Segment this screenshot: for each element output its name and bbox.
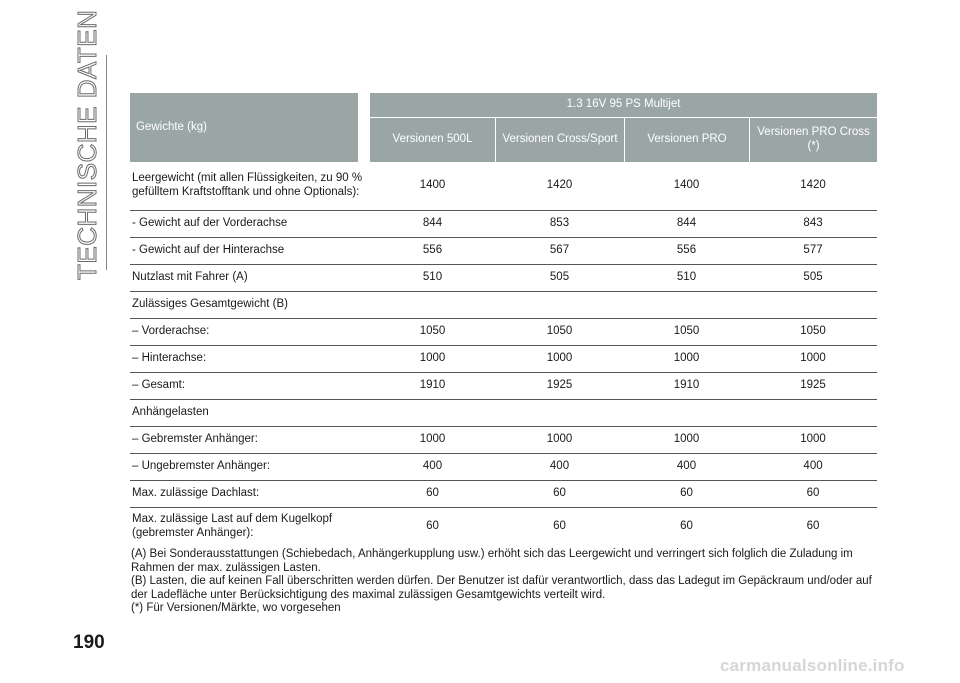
cell-value: 400 — [624, 454, 749, 481]
footnote: (*) Für Versionen/Märkte, wo vorgesehen — [131, 602, 341, 615]
column-header: Versionen 500L — [370, 118, 495, 162]
cell-value: 1000 — [624, 427, 749, 454]
column-header: Versionen Cross/Sport — [495, 118, 624, 162]
row-label: Leergewicht (mit allen Flüssigkeiten, zu 90 % gefülltem Kraftstofftank und ohne Optionals): — [130, 162, 370, 211]
cell-value: 60 — [749, 481, 877, 508]
cell-value: 853 — [495, 211, 624, 238]
cell-value: 1420 — [749, 162, 877, 211]
cell-value: 60 — [680, 519, 693, 532]
cell-value: 1050 — [370, 319, 495, 346]
column-header: Versionen PRO — [624, 118, 749, 162]
cell-value: 1000 — [495, 427, 624, 454]
cell-value: 577 — [749, 238, 877, 265]
cell-value: 1910 — [370, 373, 495, 400]
cell-value: 1400 — [370, 162, 495, 211]
row-label: Anhängelasten — [130, 400, 370, 427]
section-divider — [106, 55, 107, 270]
engine-group-header: 1.3 16V 95 PS Multijet — [370, 93, 877, 118]
footnote: (B) Lasten, die auf keinen Fall überschritten werden dürfen. Der Benutzer ist dafür verantwortlich, dass das Ladegut im Gepäckraum und/oder auf der Ladefläche unter Berücksichtigung des maximal zulässigen Gesamtgewichts verteilt wird. — [131, 575, 872, 601]
cell-value: 1000 — [370, 346, 495, 373]
cell-value: 60 — [370, 481, 495, 508]
cell-value: 60 — [553, 519, 566, 532]
cell-value: 1000 — [624, 346, 749, 373]
weights-table — [130, 93, 877, 545]
footnotes — [131, 548, 881, 616]
cell-value — [624, 400, 749, 427]
cell-value: 1925 — [495, 373, 624, 400]
table-row — [130, 238, 877, 265]
cell-value — [749, 292, 877, 319]
cell-value: 510 — [370, 265, 495, 292]
table-row — [130, 427, 877, 454]
row-label: – Hinterachse: — [130, 346, 370, 373]
cell-value: 844 — [370, 211, 495, 238]
row-label: Zulässiges Gesamtgewicht (B) — [130, 292, 370, 319]
row-label: – Vorderachse: — [130, 319, 370, 346]
table-row — [130, 508, 877, 545]
table-row — [130, 162, 877, 211]
cell-value: 1400 — [624, 162, 749, 211]
footnote: (A) Bei Sonderausstattungen (Schiebedach, Anhängerkupplung usw.) erhöht sich das Leergewicht und verringert sich folglich die Zuladung im Rahmen der max. zulässigen Lasten. — [131, 548, 853, 574]
table-row — [130, 481, 877, 508]
watermark: carmanualsonline.info — [720, 656, 905, 675]
cell-value: 505 — [749, 265, 877, 292]
table-row — [130, 292, 877, 319]
cell-value: 567 — [495, 238, 624, 265]
cell-value: 1000 — [749, 346, 877, 373]
row-label: Nutzlast mit Fahrer (A) — [130, 265, 370, 292]
cell-value: 400 — [370, 454, 495, 481]
cell-value: 505 — [495, 265, 624, 292]
table-row — [130, 373, 877, 400]
row-label: - Gewicht auf der Hinterachse — [130, 238, 370, 265]
cell-value: 1050 — [624, 319, 749, 346]
row-label: – Ungebremster Anhänger: — [130, 454, 370, 481]
cell-value: 556 — [624, 238, 749, 265]
column-header: Versionen PRO Cross (*) — [749, 118, 877, 162]
cell-value — [749, 400, 877, 427]
cell-value: 60 — [495, 481, 624, 508]
cell-value: 60 — [426, 519, 439, 532]
cell-value: 400 — [749, 454, 877, 481]
cell-value: 1910 — [624, 373, 749, 400]
cell-value — [370, 400, 495, 427]
cell-value: 1420 — [495, 162, 624, 211]
cell-value: 510 — [624, 265, 749, 292]
cell-value: 1000 — [495, 346, 624, 373]
cell-value — [495, 400, 624, 427]
cell-value: 400 — [495, 454, 624, 481]
row-label: – Gesamt: — [130, 373, 370, 400]
cell-value: 1000 — [749, 427, 877, 454]
corner-header: Gewichte (kg) — [130, 93, 370, 162]
cell-value: 844 — [624, 211, 749, 238]
table-row — [130, 454, 877, 481]
table-row — [130, 319, 877, 346]
cell-value — [624, 292, 749, 319]
cell-value: 60 — [806, 519, 820, 532]
table-row — [130, 400, 877, 427]
cell-value: 1925 — [749, 373, 877, 400]
cell-value — [495, 292, 624, 319]
section-title: TECHNISCHE DATEN — [72, 9, 102, 280]
page-number: 190 — [73, 632, 105, 653]
row-label: Max. zulässige Last auf dem Kugelkopf (gebremster Anhänger): — [132, 512, 333, 539]
table-row — [130, 211, 877, 238]
cell-value: 1000 — [370, 427, 495, 454]
table-row — [130, 346, 877, 373]
row-label: Max. zulässige Dachlast: — [130, 481, 370, 508]
cell-value: 556 — [370, 238, 495, 265]
table-row — [130, 265, 877, 292]
cell-value: 60 — [624, 481, 749, 508]
cell-value — [370, 292, 495, 319]
row-label: - Gewicht auf der Vorderachse — [130, 211, 370, 238]
cell-value: 1050 — [749, 319, 877, 346]
cell-value: 1050 — [495, 319, 624, 346]
cell-value: 843 — [749, 211, 877, 238]
row-label: – Gebremster Anhänger: — [130, 427, 370, 454]
